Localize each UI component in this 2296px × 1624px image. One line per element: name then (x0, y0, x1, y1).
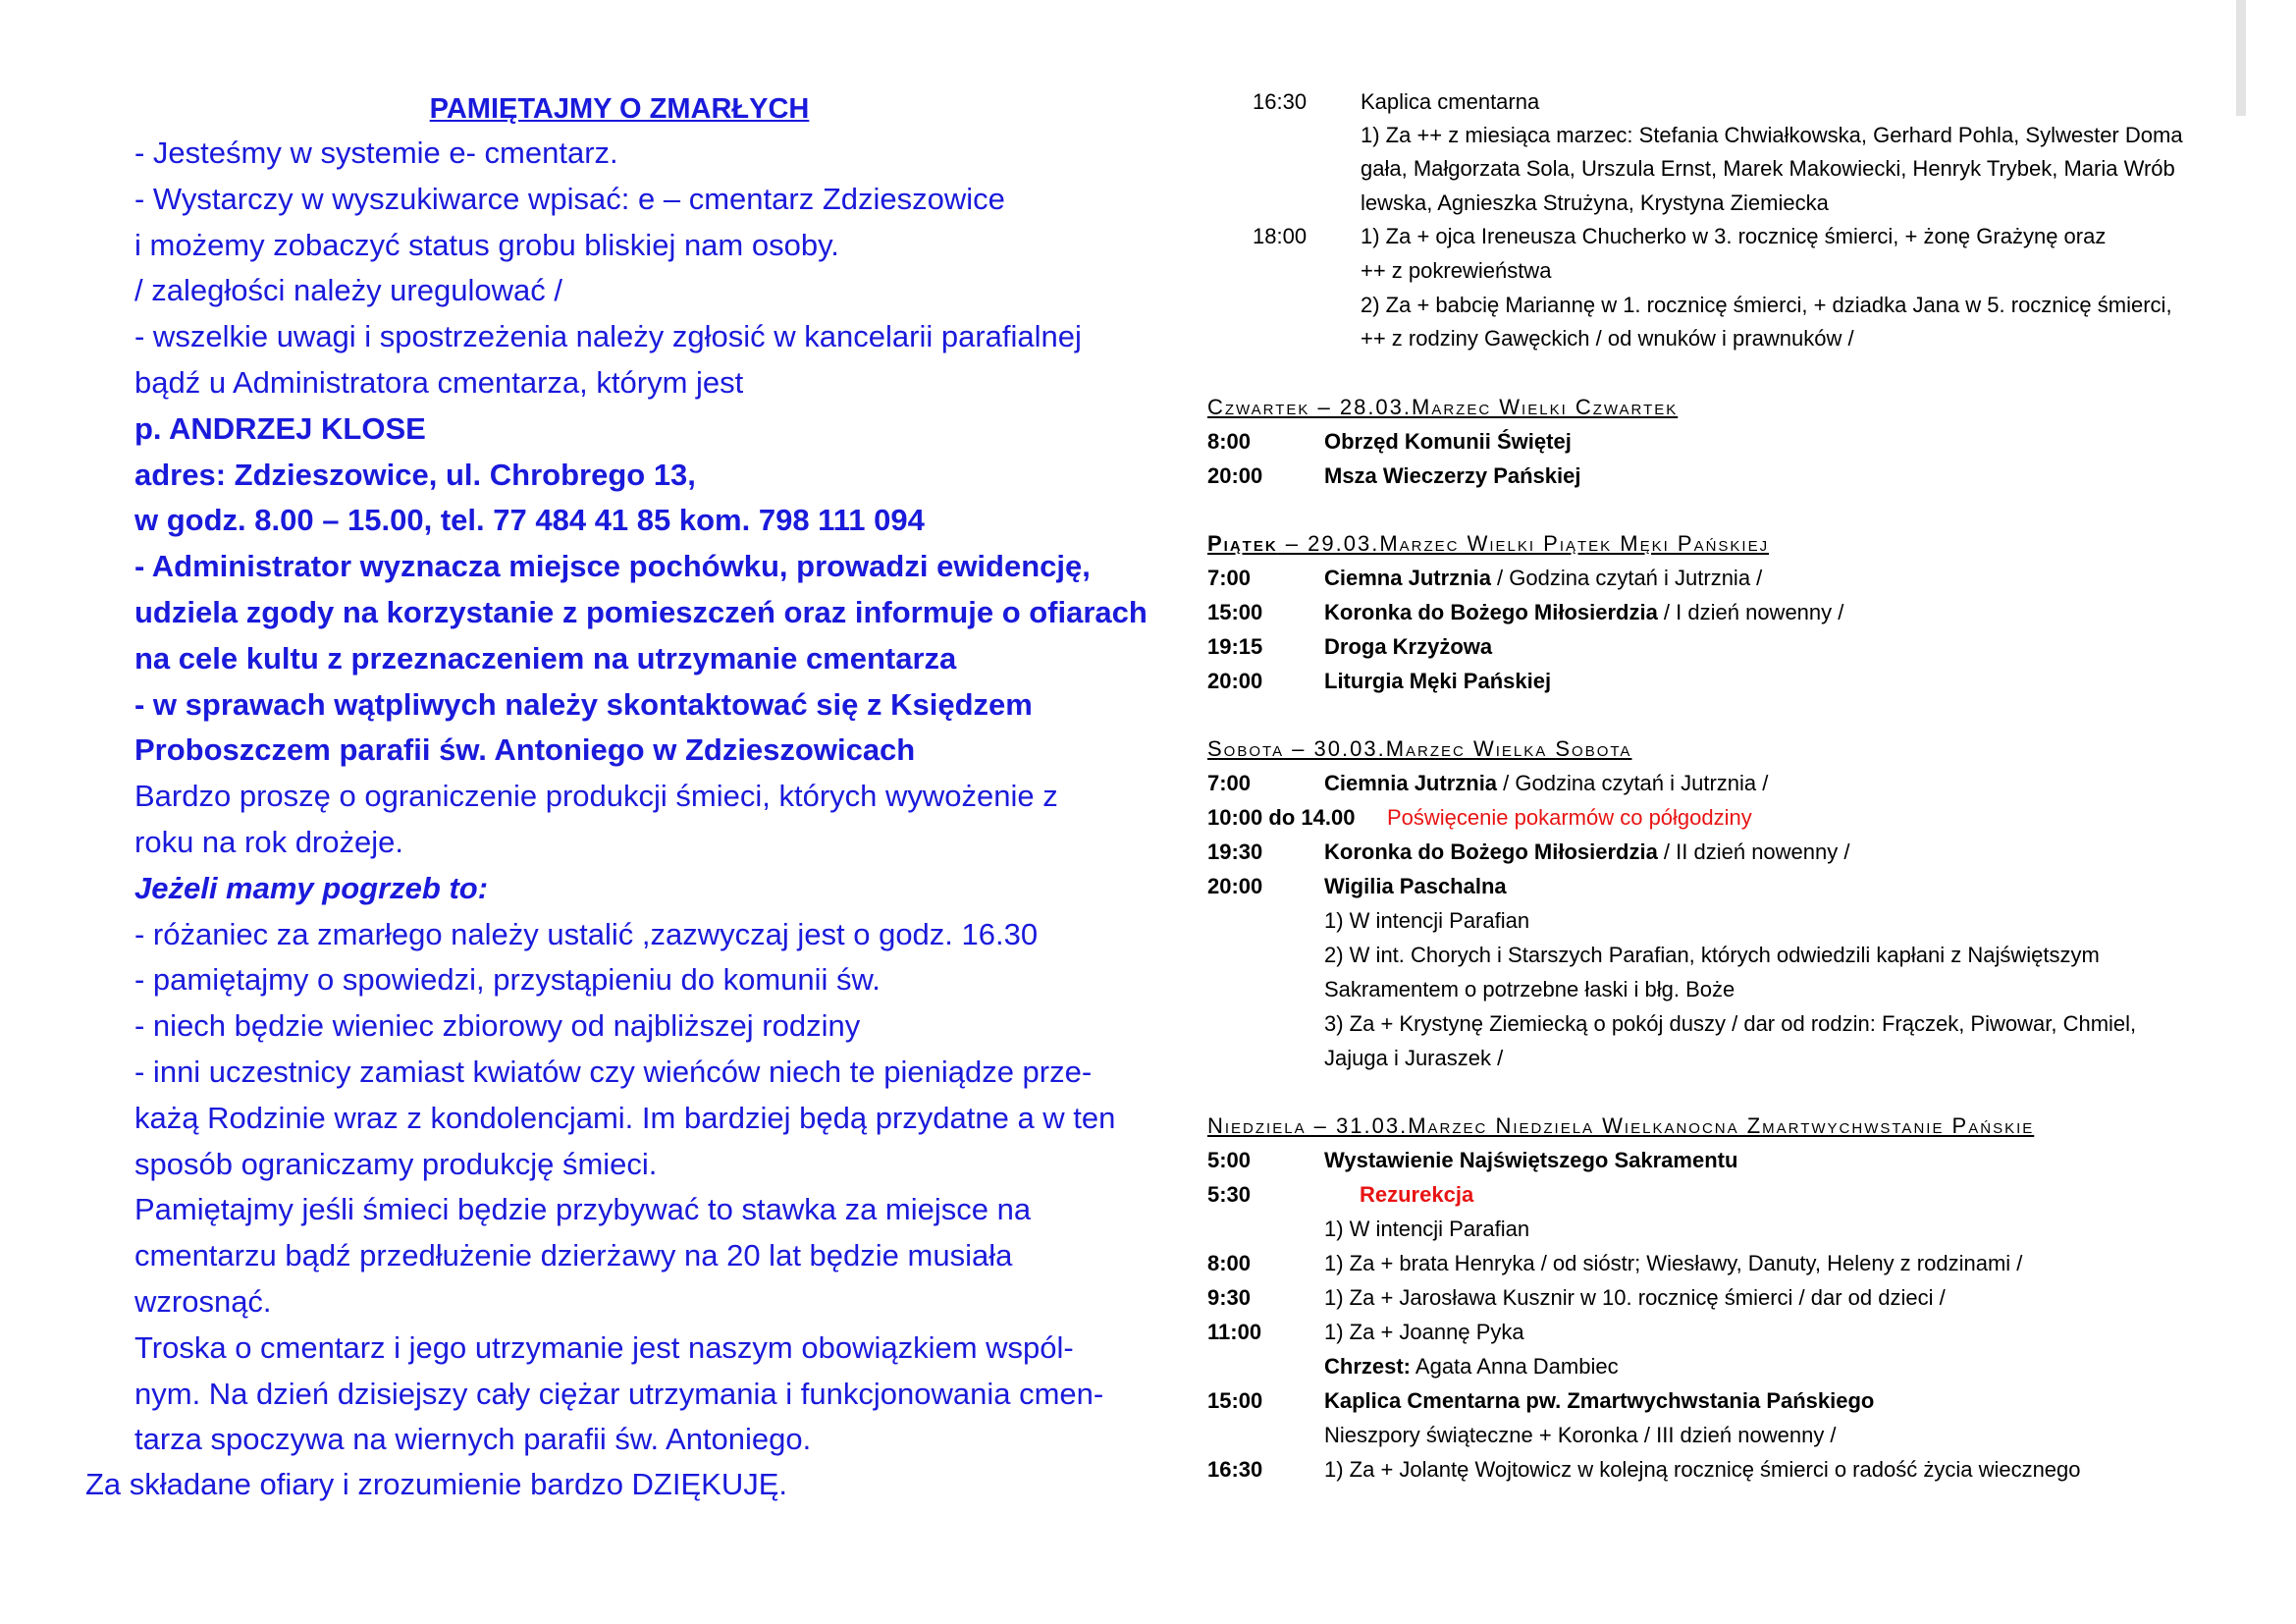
schedule-entry: Obrzęd Komunii Świętej (1324, 429, 1572, 454)
schedule-time: 10:00 do 14.00 (1207, 805, 1356, 830)
entry-title: Ciemna Jutrznia (1324, 566, 1491, 590)
schedule-entry-highlight: Rezurekcja (1360, 1182, 1474, 1207)
notice-line: Proboszczem parafii św. Antoniego w Zdzieszowicach (134, 732, 916, 767)
schedule-entry: Nieszpory świąteczne + Koronka / III dzień nowenny / (1324, 1423, 1837, 1447)
day-heading-friday (1207, 530, 1769, 558)
notice-line: udziela zgody na korzystanie z pomieszczeń oraz informuje o ofiarach (134, 595, 1148, 629)
notice-line: - Administrator wyznacza miejsce pochówku, prowadzi ewidencję, (134, 549, 1091, 583)
schedule-entry: Kaplica cmentarna (1361, 89, 1540, 114)
schedule-entry (1324, 770, 1768, 797)
notice-line: roku na rok drożeje. (134, 825, 403, 859)
entry-note: / Godzina czytań i Jutrznia / (1490, 566, 1763, 590)
notice-line: wzrosnąć. (134, 1284, 272, 1319)
schedule-entry (1324, 565, 1762, 592)
schedule-entry: 1) W intencji Parafian (1324, 1217, 1530, 1241)
schedule-time: 18:00 (1253, 224, 1308, 248)
schedule-entry: Kaplica Cmentarna pw. Zmartwychwstania Pańskiego (1324, 1388, 1875, 1413)
schedule-entry: Jajuga i Juraszek / (1324, 1046, 1504, 1070)
schedule-time: 16:30 (1253, 89, 1308, 114)
notice-line: - różaniec za zmarłego należy ustalić ,zazwyczaj jest o godz. 16.30 (134, 917, 1039, 951)
schedule-entry: 2) W int. Chorych i Starszych Parafian, których odwiedzili kapłani z Najświętszym (1324, 943, 2100, 967)
day-heading-friday-name: Piątek (1207, 531, 1278, 556)
schedule-time: 5:00 (1207, 1148, 1252, 1172)
entry-title: Ciemnia Jutrznia (1324, 771, 1498, 795)
notice-line: - w sprawach wątpliwych należy skontaktować się z Księdzem (134, 687, 1033, 722)
schedule-time: 11:00 (1207, 1320, 1262, 1344)
schedule-time: 19:15 (1207, 634, 1263, 659)
schedule-entry: Sakramentem o potrzebne łaski i błg. Boże (1324, 977, 1735, 1001)
notice-line: na cele kultu z przeznaczeniem na utrzymanie cmentarza (134, 641, 957, 676)
schedule-time: 5:30 (1207, 1182, 1252, 1207)
schedule-time: 8:00 (1207, 1251, 1252, 1275)
funeral-subheading: Jeżeli mamy pogrzeb to: (134, 871, 489, 905)
notice-line: każą Rodzinie wraz z kondolencjami. Im bardziej będą przydatne a w ten (134, 1101, 1116, 1135)
notice-title: PAMIĘTAJMY O ZMARŁYCH (429, 93, 810, 125)
schedule-time: 9:30 (1207, 1285, 1252, 1310)
schedule-entry: 1) Za + Joannę Pyka (1324, 1320, 1524, 1344)
schedule-entry: 1) W intencji Parafian (1324, 908, 1530, 933)
schedule-time: 15:00 (1207, 1388, 1263, 1413)
notice-line: - Jesteśmy w systemie e- cmentarz. (134, 135, 618, 170)
notice-line: - pamiętajmy o spowiedzi, przystąpieniu do komunii św. (134, 962, 881, 997)
schedule-entry: gała, Małgorzata Sola, Urszula Ernst, Marek Makowiecki, Henryk Trybek, Maria Wrób (1361, 156, 2175, 181)
notice-line: Bardzo proszę o ograniczenie produkcji śmieci, których wywożenie z (134, 779, 1058, 813)
day-heading-sunday: Niedziela – 31.03.Marzec Niedziela Wielkanocna Zmartwychwstanie Pańskie (1207, 1113, 2035, 1138)
schedule-time: 20:00 (1207, 874, 1263, 898)
schedule-entry: 1) Za + Jarosława Kusznir w 10. rocznicę śmierci / dar od dzieci / (1324, 1285, 1946, 1310)
administrator-contact: w godz. 8.00 – 15.00, tel. 77 484 41 85 kom. 798 111 094 (134, 503, 925, 537)
notice-line: - niech będzie wieniec zbiorowy od najbliższej rodziny (134, 1008, 861, 1043)
schedule-time: 7:00 (1207, 566, 1252, 590)
day-heading-thursday: Czwartek – 28.03.Marzec Wielki Czwartek (1207, 395, 1679, 419)
day-heading-friday-rest: – 29.03.Marzec Wielki Piątek Męki Pańskiej (1277, 531, 1770, 556)
schedule-entry: Wigilia Paschalna (1324, 874, 1507, 898)
schedule-entry: 1) Za + ojca Ireneusza Chucherko w 3. rocznicę śmierci, + żonę Grażynę oraz (1361, 224, 2107, 248)
schedule-entry (1324, 839, 1849, 866)
notice-line: bądź u Administratora cmentarza, którym jest (134, 365, 744, 400)
schedule-time: 19:30 (1207, 839, 1263, 864)
entry-note: / I dzień nowenny / (1657, 600, 1844, 624)
schedule-entry (1324, 599, 1843, 626)
schedule-entry: 2) Za + babcię Mariannę w 1. rocznicę śmierci, + dziadka Jana w 5. rocznicę śmierci, (1361, 293, 2172, 317)
schedule-entry: ++ z rodziny Gawęckich / od wnuków i prawnuków / (1361, 326, 1854, 351)
notice-line: - inni uczestnicy zamiast kwiatów czy wieńców niech te pieniądze prze- (134, 1055, 1093, 1089)
schedule-entry: 3) Za + Krystynę Ziemiecką o pokój duszy / dar od rodzin: Frączek, Piwowar, Chmiel, (1324, 1011, 2137, 1036)
entry-note: / II dzień nowenny / (1657, 839, 1850, 864)
day-heading-saturday: Sobota – 30.03.Marzec Wielka Sobota (1207, 736, 1632, 761)
notice-line: - wszelkie uwagi i spostrzeżenia należy zgłosić w kancelarii parafialnej (134, 319, 1082, 353)
notice-line: i możemy zobaczyć status grobu bliskiej nam osoby. (134, 228, 839, 262)
notice-line: / zaległości należy uregulować / (134, 273, 562, 307)
schedule-entry: ++ z pokrewieństwa (1361, 258, 1552, 283)
entry-title: Chrzest: (1324, 1354, 1412, 1379)
schedule-entry: 1) Za ++ z miesiąca marzec: Stefania Chwiałkowska, Gerhard Pohla, Sylwester Doma (1361, 123, 2183, 147)
schedule-entry: Droga Krzyżowa (1324, 634, 1493, 659)
notice-line: tarza spoczywa na wiernych parafii św. Antoniego. (134, 1422, 812, 1456)
administrator-name: p. ANDRZEJ KLOSE (134, 411, 426, 446)
entry-note: Agata Anna Dambiec (1411, 1354, 1619, 1379)
schedule-entry: lewska, Agnieszka Strużyna, Krystyna Ziemiecka (1361, 190, 1829, 215)
administrator-address: adres: Zdzieszowice, ul. Chrobrego 13, (134, 458, 696, 492)
notice-line: - Wystarczy w wyszukiwarce wpisać: e – cmentarz Zdzieszowice (134, 182, 1005, 216)
schedule-entry: 1) Za + Jolantę Wojtowicz w kolejną rocznicę śmierci o radość życia wiecznego (1324, 1457, 2081, 1482)
schedule-time: 20:00 (1207, 669, 1263, 693)
schedule-entry (1324, 1353, 1619, 1380)
notice-line: nym. Na dzień dzisiejszy cały ciężar utrzymania i funkcjonowania cmen- (134, 1377, 1104, 1411)
entry-note: / Godzina czytań i Jutrznia / (1497, 771, 1769, 795)
closing-thanks: Za składane ofiary i zrozumienie bardzo DZIĘKUJĘ. (85, 1467, 788, 1501)
notice-line: sposób ograniczamy produkcję śmieci. (134, 1147, 658, 1181)
schedule-time: 7:00 (1207, 771, 1252, 795)
schedule-entry: Msza Wieczerzy Pańskiej (1324, 463, 1581, 488)
mass-schedule (1158, 0, 2296, 1624)
schedule-time: 15:00 (1207, 600, 1263, 624)
schedule-entry: Wystawienie Najświętszego Sakramentu (1324, 1148, 1738, 1172)
schedule-entry-highlight: Poświęcenie pokarmów co półgodziny (1387, 805, 1752, 830)
entry-title: Koronka do Bożego Miłosierdzia (1324, 600, 1658, 624)
schedule-entry: Liturgia Męki Pańskiej (1324, 669, 1552, 693)
schedule-time: 20:00 (1207, 463, 1263, 488)
schedule-time: 8:00 (1207, 429, 1252, 454)
entry-title: Koronka do Bożego Miłosierdzia (1324, 839, 1658, 864)
schedule-time: 16:30 (1207, 1457, 1263, 1482)
notice-line: Pamiętajmy jeśli śmieci będzie przybywać to stawka za miejsce na (134, 1192, 1032, 1226)
notice-line: cmentarzu bądź przedłużenie dzierżawy na 20 lat będzie musiała (134, 1238, 1013, 1272)
schedule-entry: 1) Za + brata Henryka / od sióstr; Wiesławy, Danuty, Heleny z rodzinami / (1324, 1251, 2023, 1275)
notice-line: Troska o cmentarz i jego utrzymanie jest naszym obowiązkiem wspól- (134, 1330, 1074, 1365)
